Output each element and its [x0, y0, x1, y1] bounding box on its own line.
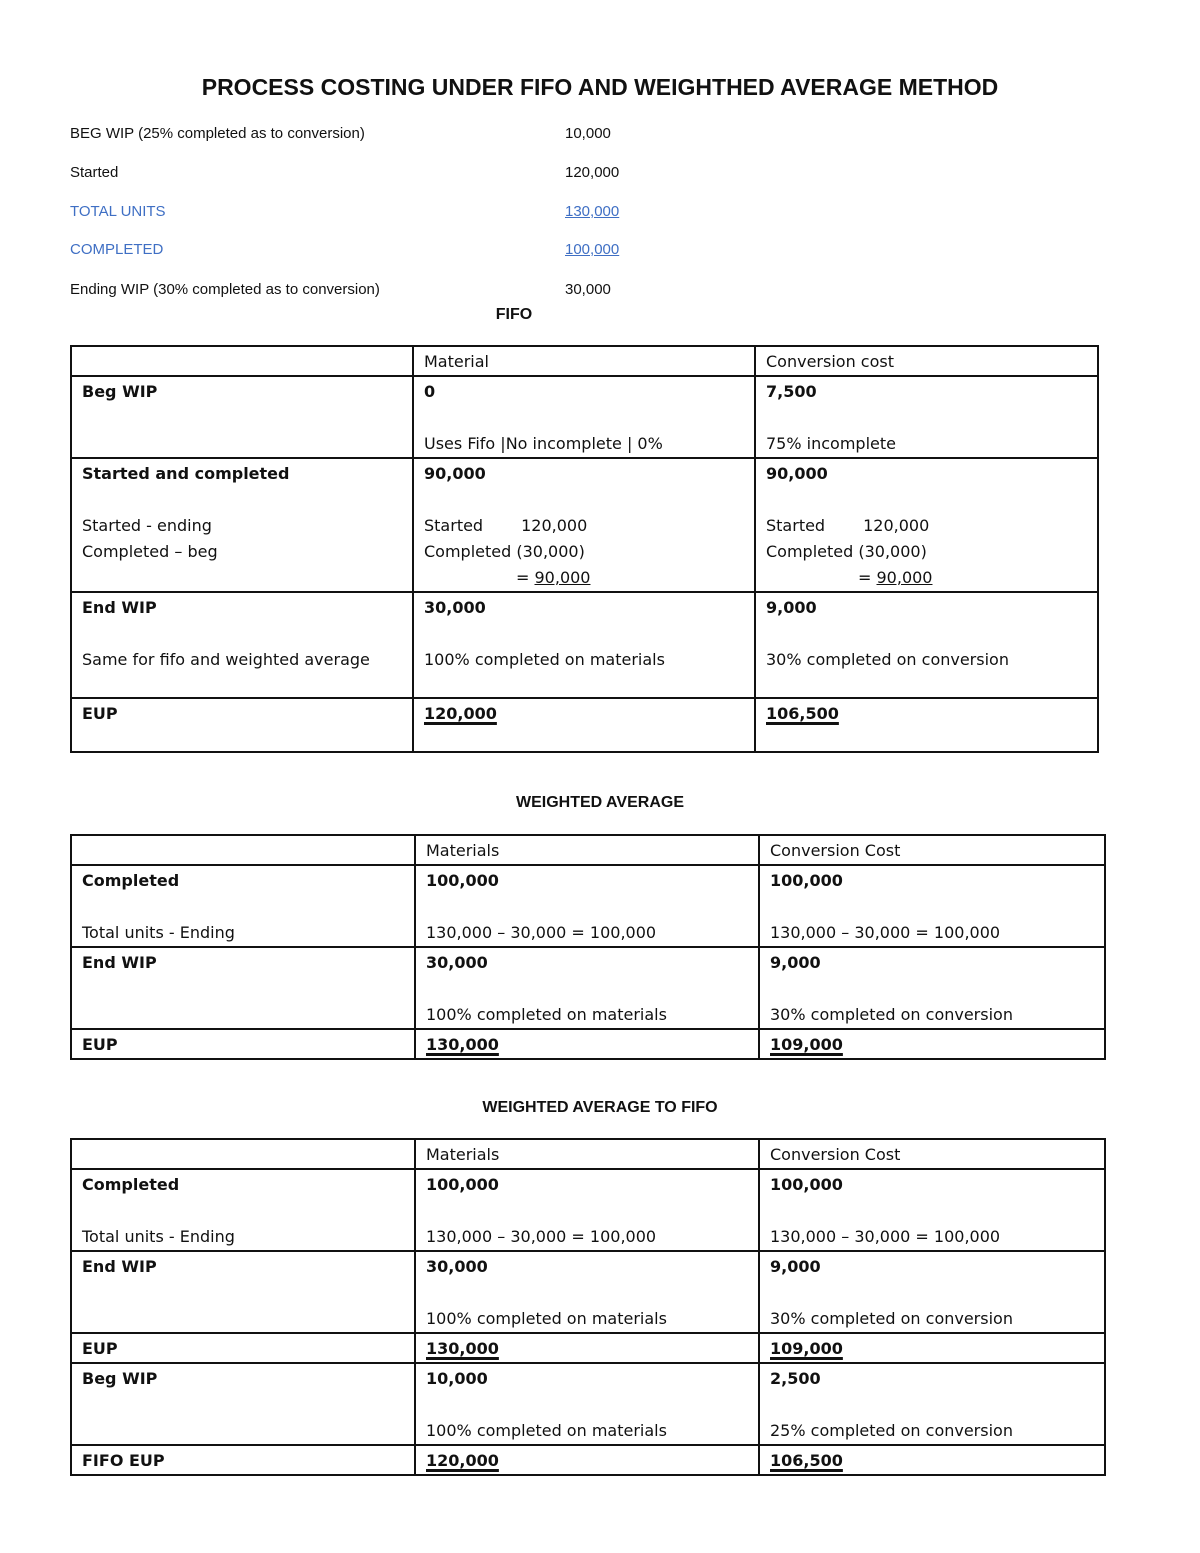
- column-header-conversion: Conversion Cost: [759, 1139, 1105, 1169]
- conversion-cell: [759, 947, 1105, 1029]
- row-label-cell: [71, 1029, 415, 1059]
- row-label-end-wip: End WIP: [82, 1257, 157, 1276]
- table-row: [71, 835, 1105, 865]
- table-row: [71, 1333, 1105, 1363]
- summary-label-started: Started: [70, 164, 119, 181]
- row-label-cell: [71, 1169, 415, 1251]
- beg-wip-material-value: 10,000: [426, 1369, 488, 1388]
- row-label-fifo-eup: FIFO EUP: [82, 1451, 165, 1470]
- summary-value-completed: 100,000: [565, 241, 620, 258]
- row-label-cell: [71, 376, 413, 458]
- started-completed-conversion-value: 90,000: [766, 464, 828, 483]
- end-wip-conversion-note: 30% completed on conversion: [770, 1005, 1013, 1024]
- summary-value-ending-wip: 30,000: [565, 281, 611, 298]
- completed-material-calc: 130,000 – 30,000 = 100,000: [426, 923, 657, 942]
- end-wip-conversion-value: 9,000: [770, 953, 821, 972]
- beg-wip-conversion-note: 75% incomplete: [766, 434, 896, 453]
- fifo-table: [70, 345, 1099, 753]
- conversion-cell: [755, 458, 1098, 592]
- beg-wip-conversion-note: 25% completed on conversion: [770, 1421, 1013, 1440]
- calc-started-label: Started: [424, 516, 484, 535]
- fifo-heading: FIFO: [495, 306, 533, 323]
- started-ending-note: Started - ending: [82, 516, 212, 535]
- row-label-started-completed: Started and completed: [82, 464, 290, 483]
- row-label-cell: [71, 592, 413, 698]
- material-cell: [415, 1445, 759, 1475]
- completed-conversion-calc: 130,000 – 30,000 = 100,000: [770, 923, 1001, 942]
- calc-started-label: Started: [766, 516, 826, 535]
- row-label-cell: [71, 458, 413, 592]
- table-row: [71, 346, 1098, 376]
- row-label-end-wip: End WIP: [82, 953, 157, 972]
- fifo-eup-material-value: 120,000: [426, 1451, 499, 1470]
- table-row: [71, 1445, 1105, 1475]
- header-empty-cell: [71, 346, 413, 376]
- conversion-cell: [759, 1445, 1105, 1475]
- row-label-cell: [71, 1333, 415, 1363]
- material-cell: [413, 698, 755, 752]
- conversion-cell: [755, 698, 1098, 752]
- calc-eq: =: [516, 568, 530, 587]
- completed-conversion-calc: 130,000 – 30,000 = 100,000: [770, 1227, 1001, 1246]
- row-label-cell: [71, 1251, 415, 1333]
- table-row: [71, 1363, 1105, 1445]
- end-wip-material-note: 100% completed on materials: [424, 650, 665, 669]
- end-wip-material-note: 100% completed on materials: [426, 1309, 667, 1328]
- eup-conversion-value: 106,500: [766, 704, 839, 723]
- wa-to-fifo-table: [70, 1138, 1106, 1476]
- column-header-materials: Materials: [415, 835, 759, 865]
- material-cell: [413, 458, 755, 592]
- row-label-beg-wip: Beg WIP: [82, 382, 158, 401]
- row-label-cell: [71, 947, 415, 1029]
- material-cell: [415, 1363, 759, 1445]
- calc-completed: Completed (30,000): [766, 542, 927, 561]
- weighted-average-heading: WEIGHTED AVERAGE: [515, 794, 684, 811]
- conversion-cell: [759, 1333, 1105, 1363]
- eup-material-value: 120,000: [424, 704, 497, 723]
- beg-wip-material-value: 0: [424, 382, 436, 401]
- completed-conversion-value: 100,000: [770, 871, 843, 890]
- fifo-eup-conversion-value: 106,500: [770, 1451, 843, 1470]
- conversion-cell: [759, 865, 1105, 947]
- beg-wip-material-note: 100% completed on materials: [426, 1421, 667, 1440]
- end-wip-conversion-note: 30% completed on conversion: [766, 650, 1009, 669]
- calc-started-value: 120,000: [863, 516, 930, 535]
- material-cell: [413, 592, 755, 698]
- end-wip-conversion-note: 30% completed on conversion: [770, 1309, 1013, 1328]
- completed-material-value: 100,000: [426, 1175, 499, 1194]
- row-label-cell: [71, 1445, 415, 1475]
- end-wip-note: Same for fifo and weighted average: [82, 650, 370, 669]
- beg-wip-conversion-value: 2,500: [770, 1369, 821, 1388]
- conversion-cell: [759, 1251, 1105, 1333]
- summary-label-completed: COMPLETED: [70, 241, 164, 258]
- row-label-beg-wip: Beg WIP: [82, 1369, 158, 1388]
- table-row: [71, 698, 1098, 752]
- table-row: [71, 1251, 1105, 1333]
- table-row: [71, 458, 1098, 592]
- table-row: [71, 947, 1105, 1029]
- row-label-cell: [71, 865, 415, 947]
- eup-material-value: 130,000: [426, 1035, 499, 1054]
- completed-beg-note: Completed – beg: [82, 542, 218, 561]
- header-empty-cell: [71, 1139, 415, 1169]
- conversion-cell: [755, 592, 1098, 698]
- conversion-cell: [759, 1363, 1105, 1445]
- material-cell: [415, 865, 759, 947]
- row-label-cell: [71, 698, 413, 752]
- completed-note: Total units - Ending: [82, 1227, 235, 1246]
- row-label-eup: EUP: [82, 1035, 118, 1054]
- page-title: PROCESS COSTING UNDER FIFO AND WEIGHTHED AVERAGE METHOD: [201, 74, 999, 100]
- row-label-completed: Completed: [82, 871, 180, 890]
- table-row: [71, 1139, 1105, 1169]
- material-cell: [413, 376, 755, 458]
- column-header-conversion: Conversion cost: [755, 346, 1098, 376]
- end-wip-conversion-value: 9,000: [770, 1257, 821, 1276]
- table-row: [71, 865, 1105, 947]
- calc-result: 90,000: [534, 568, 591, 587]
- header-empty-cell: [71, 835, 415, 865]
- summary-label-ending-wip: Ending WIP (30% completed as to conversion): [70, 281, 380, 298]
- completed-note: Total units - Ending: [82, 923, 235, 942]
- wa-to-fifo-heading: WEIGHTED AVERAGE TO FIFO: [482, 1099, 718, 1116]
- end-wip-material-value: 30,000: [424, 598, 486, 617]
- summary-value-started: 120,000: [565, 164, 620, 181]
- row-label-cell: [71, 1363, 415, 1445]
- row-label-end-wip: End WIP: [82, 598, 157, 617]
- eup-conversion-value: 109,000: [770, 1035, 843, 1054]
- end-wip-material-value: 30,000: [426, 953, 488, 972]
- summary-value-total-units: 130,000: [565, 203, 620, 220]
- table-row: [71, 592, 1098, 698]
- summary-value-beg-wip: 10,000: [565, 125, 611, 142]
- material-cell: [415, 947, 759, 1029]
- material-cell: [415, 1333, 759, 1363]
- summary-label-beg-wip: BEG WIP (25% completed as to conversion): [70, 125, 365, 142]
- completed-material-value: 100,000: [426, 871, 499, 890]
- material-cell: [415, 1251, 759, 1333]
- row-label-completed: Completed: [82, 1175, 180, 1194]
- column-header-material: Material: [413, 346, 755, 376]
- completed-material-calc: 130,000 – 30,000 = 100,000: [426, 1227, 657, 1246]
- completed-conversion-value: 100,000: [770, 1175, 843, 1194]
- calc-result: 90,000: [876, 568, 933, 587]
- conversion-cell: [759, 1169, 1105, 1251]
- row-label-eup: EUP: [82, 704, 118, 723]
- weighted-average-table: [70, 834, 1106, 1060]
- row-label-eup: EUP: [82, 1339, 118, 1358]
- beg-wip-conversion-value: 7,500: [766, 382, 817, 401]
- summary-label-total-units: TOTAL UNITS: [70, 203, 166, 220]
- material-cell: [415, 1029, 759, 1059]
- table-row: [71, 1169, 1105, 1251]
- table-row: [71, 376, 1098, 458]
- beg-wip-material-note: Uses Fifo |No incomplete | 0%: [424, 434, 663, 453]
- column-header-materials: Materials: [415, 1139, 759, 1169]
- eup-material-value: 130,000: [426, 1339, 499, 1358]
- calc-completed: Completed (30,000): [424, 542, 585, 561]
- end-wip-conversion-value: 9,000: [766, 598, 817, 617]
- column-header-conversion: Conversion Cost: [759, 835, 1105, 865]
- end-wip-material-note: 100% completed on materials: [426, 1005, 667, 1024]
- calc-started-value: 120,000: [521, 516, 588, 535]
- material-cell: [415, 1169, 759, 1251]
- started-completed-material-value: 90,000: [424, 464, 486, 483]
- table-row: [71, 1029, 1105, 1059]
- end-wip-material-value: 30,000: [426, 1257, 488, 1276]
- eup-conversion-value: 109,000: [770, 1339, 843, 1358]
- conversion-cell: [759, 1029, 1105, 1059]
- calc-eq: =: [858, 568, 872, 587]
- conversion-cell: [755, 376, 1098, 458]
